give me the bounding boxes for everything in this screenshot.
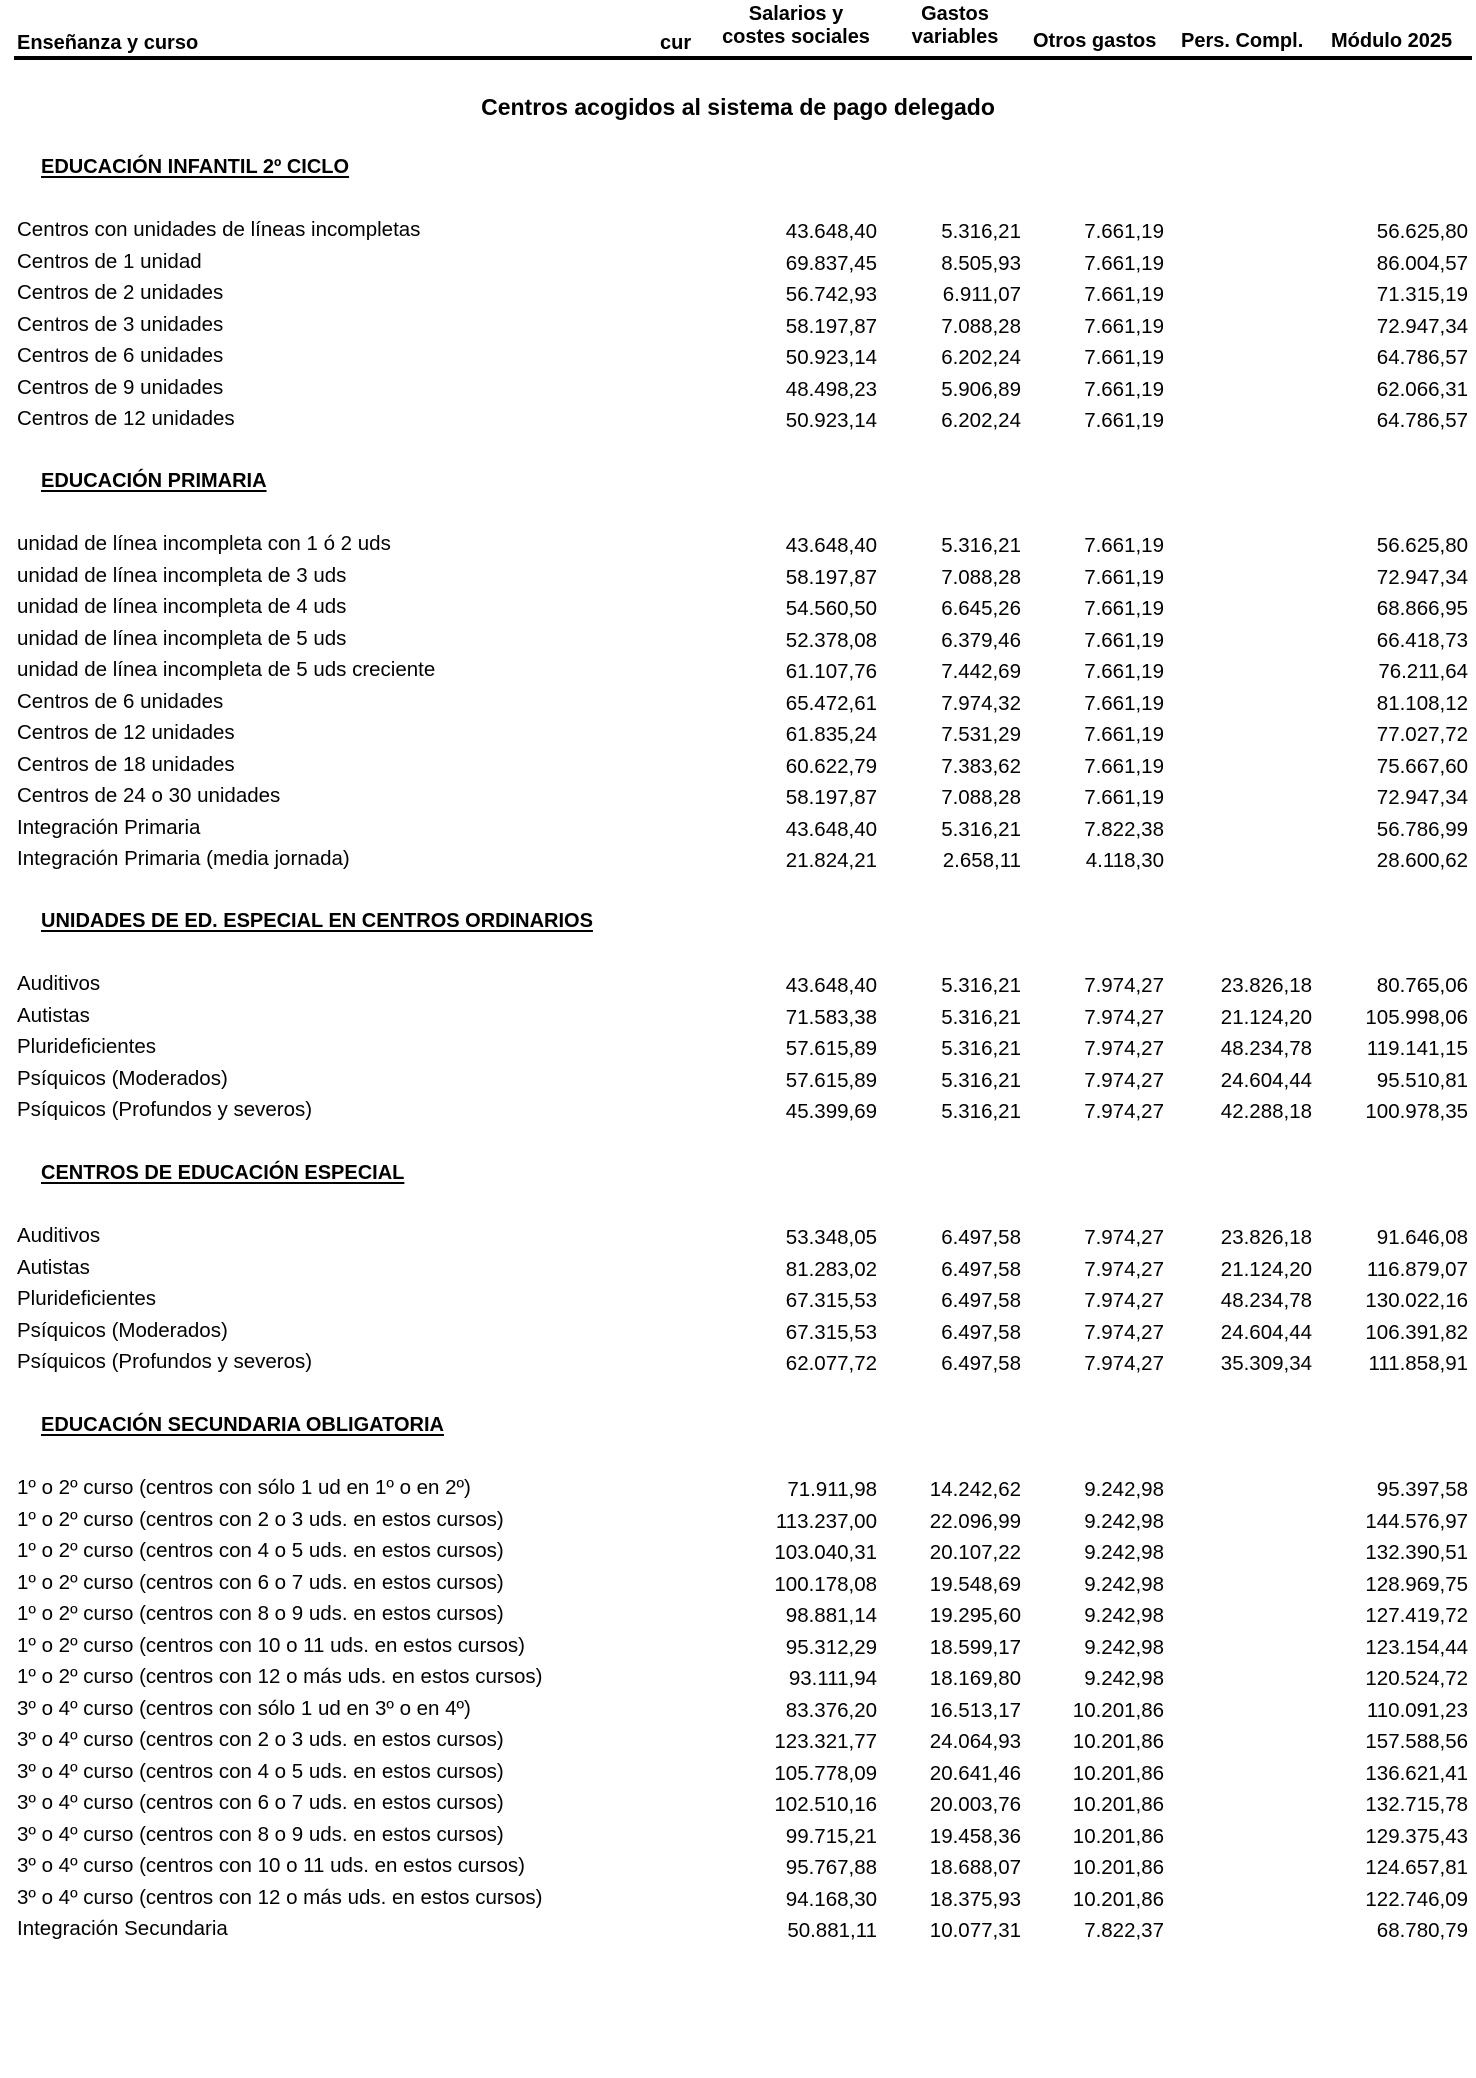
modulo-cell: 28.600,62 [1376, 849, 1468, 872]
modulo-cell: 72.947,34 [1376, 314, 1468, 338]
row-label: Centros de 18 unidades [17, 752, 235, 776]
modulo-cell: 68.866,95 [1376, 597, 1468, 620]
section-title: EDUCACIÓN SECUNDARIA OBLIGATORIA [41, 1414, 444, 1436]
row-label: Auditivos [17, 1224, 101, 1247]
salarios-cell: 58.197,87 [785, 565, 877, 589]
row-label: 1º o 2º curso (centros con 4 o 5 uds. en estos cursos) [17, 1539, 504, 1562]
gastos-cell: 6.497,58 [941, 1226, 1021, 1249]
otros-cell: 9.242,98 [1084, 1509, 1164, 1533]
modulo-cell: 124.657,81 [1365, 1856, 1468, 1879]
gastos-cell: 10.077,31 [929, 1919, 1021, 1942]
salarios-cell: 95.312,29 [785, 1635, 877, 1659]
row-label: 3º o 4º curso (centros con 12 o más uds. en estos cursos) [17, 1885, 543, 1909]
modulo-cell: 80.765,06 [1376, 974, 1468, 997]
row-label: unidad de línea incompleta de 5 uds [17, 626, 347, 650]
modulo-cell: 64.786,57 [1376, 346, 1468, 369]
modulo-cell: 132.715,78 [1365, 1793, 1468, 1816]
modulo-cell: 86.004,57 [1376, 251, 1468, 275]
gastos-cell: 6.645,26 [941, 597, 1021, 620]
modulo-cell: 81.108,12 [1376, 691, 1468, 715]
modulo-cell: 95.510,81 [1376, 1068, 1468, 1092]
salarios-cell: 61.835,24 [785, 723, 877, 746]
gastos-cell: 7.088,28 [941, 786, 1021, 809]
otros-cell: 7.974,27 [1084, 1068, 1164, 1092]
row-label: Plurideficientes [17, 1035, 157, 1058]
modulo-cell: 71.315,19 [1376, 283, 1468, 306]
modulo-cell: 91.646,08 [1376, 1226, 1468, 1249]
salarios-cell: 50.923,14 [785, 409, 877, 432]
modulo-cell: 120.524,72 [1365, 1667, 1468, 1690]
row-label: Centros de 9 unidades [17, 375, 224, 399]
otros-cell: 9.242,98 [1084, 1478, 1164, 1501]
gastos-cell: 14.242,62 [929, 1478, 1021, 1501]
table-row [0, 690, 1476, 722]
salarios-cell: 43.648,40 [785, 220, 877, 243]
row-label: 3º o 4º curso (centros con 4 o 5 uds. en estos cursos) [17, 1759, 504, 1783]
modulo-cell: 130.022,16 [1365, 1289, 1468, 1312]
otros-cell: 7.661,19 [1084, 660, 1164, 683]
modulo-cell: 144.576,97 [1365, 1509, 1468, 1533]
gastos-cell: 20.003,76 [929, 1793, 1021, 1816]
salarios-cell: 100.178,08 [774, 1572, 877, 1596]
modulo-cell: 119.141,15 [1366, 1037, 1468, 1060]
salarios-cell: 48.498,23 [785, 377, 877, 401]
modulo-cell: 95.397,58 [1376, 1478, 1468, 1501]
salarios-cell: 105.778,09 [774, 1761, 877, 1785]
table-row [0, 784, 1476, 816]
salarios-cell: 61.107,76 [785, 660, 877, 683]
salarios-cell: 113.237,00 [775, 1509, 877, 1533]
gastos-cell: 5.316,21 [941, 1037, 1021, 1060]
table-row [0, 816, 1476, 848]
table-row [0, 1067, 1476, 1099]
row-label: 1º o 2º curso (centros con 12 o más uds. en estos cursos) [17, 1665, 543, 1688]
header-col-gastos-line1: Gastos [921, 3, 989, 25]
table-row [0, 847, 1476, 879]
gastos-cell: 2.658,11 [942, 849, 1021, 872]
salarios-cell: 94.168,30 [785, 1887, 877, 1911]
gastos-cell: 5.316,21 [941, 1005, 1021, 1029]
modulo-cell: 56.625,80 [1376, 220, 1468, 243]
otros-cell: 7.661,19 [1084, 534, 1164, 557]
pers-cell: 48.234,78 [1220, 1037, 1312, 1060]
table-row [0, 721, 1476, 753]
gastos-cell: 5.316,21 [941, 974, 1021, 997]
otros-cell: 9.242,98 [1084, 1604, 1164, 1627]
salarios-cell: 57.615,89 [785, 1068, 877, 1092]
gastos-cell: 7.531,29 [941, 723, 1021, 746]
header-col-gastos [903, 3, 1007, 49]
row-label: Centros de 24 o 30 unidades [17, 784, 281, 807]
salarios-cell: 103.040,31 [774, 1541, 877, 1564]
gastos-cell: 7.442,69 [941, 660, 1021, 683]
modulo-cell: 128.969,75 [1365, 1572, 1468, 1596]
modulo-cell: 76.211,64 [1378, 660, 1468, 683]
salarios-cell: 58.197,87 [785, 314, 877, 338]
row-label: Centros de 6 unidades [17, 344, 224, 367]
gastos-cell: 5.316,21 [941, 1068, 1021, 1092]
row-label: Integración Primaria (media jornada) [17, 847, 350, 870]
otros-cell: 7.974,27 [1084, 1289, 1164, 1312]
salarios-cell: 43.648,40 [785, 817, 877, 841]
table-row [0, 344, 1476, 376]
modulo-cell: 136.621,41 [1365, 1761, 1468, 1785]
header-col-label: Enseñanza y curso [17, 32, 199, 54]
gastos-cell: 7.383,62 [941, 754, 1021, 778]
salarios-cell: 57.615,89 [785, 1037, 877, 1060]
row-label: 1º o 2º curso (centros con sólo 1 ud en 1º o en 2º) [17, 1476, 471, 1499]
salarios-cell: 58.197,87 [785, 786, 877, 809]
gastos-cell: 6.379,46 [941, 628, 1021, 652]
modulo-cell: 77.027,72 [1376, 723, 1468, 746]
otros-cell: 7.974,27 [1084, 1226, 1164, 1249]
salarios-cell: 52.378,08 [785, 628, 877, 652]
salarios-cell: 60.622,79 [785, 754, 877, 778]
row-label: Centros de 6 unidades [17, 689, 224, 713]
modulo-cell: 56.786,99 [1376, 817, 1468, 841]
modulo-cell: 157.588,56 [1365, 1730, 1468, 1753]
row-label: Centros de 1 unidad [17, 249, 202, 273]
gastos-cell: 6.497,58 [941, 1257, 1021, 1281]
otros-cell: 10.201,86 [1072, 1887, 1164, 1911]
row-label: unidad de línea incompleta con 1 ó 2 uds [17, 532, 391, 555]
header-divider [14, 56, 1472, 60]
otros-cell: 4.118,30 [1085, 849, 1164, 872]
gastos-cell: 5.316,21 [941, 534, 1021, 557]
table-row [0, 281, 1476, 313]
salarios-cell: 71.911,98 [787, 1478, 877, 1501]
otros-cell: 10.201,86 [1072, 1698, 1164, 1722]
table-row [0, 753, 1476, 785]
otros-cell: 9.242,98 [1084, 1572, 1164, 1596]
salarios-cell: 21.824,21 [785, 849, 877, 872]
row-label: unidad de línea incompleta de 5 uds creciente [17, 658, 436, 681]
table-row [0, 1917, 1476, 1949]
modulo-cell: 106.391,82 [1365, 1320, 1468, 1344]
row-label: Integración Primaria [17, 815, 201, 839]
table-row [0, 1728, 1476, 1760]
table-row [0, 1287, 1476, 1319]
otros-cell: 7.661,19 [1084, 314, 1164, 338]
table-row [0, 1224, 1476, 1256]
modulo-cell: 72.947,34 [1376, 565, 1468, 589]
gastos-cell: 6.497,58 [941, 1289, 1021, 1312]
row-label: 1º o 2º curso (centros con 8 o 9 uds. en estos cursos) [17, 1602, 504, 1625]
gastos-cell: 6.497,58 [941, 1352, 1021, 1375]
row-label: 3º o 4º curso (centros con 2 o 3 uds. en estos cursos) [17, 1728, 504, 1751]
gastos-cell: 18.599,17 [929, 1635, 1021, 1659]
table-row [0, 627, 1476, 659]
table-row [0, 1760, 1476, 1792]
otros-cell: 7.661,19 [1084, 723, 1164, 746]
salarios-cell: 45.399,69 [785, 1100, 877, 1123]
salarios-cell: 67.315,53 [785, 1320, 877, 1344]
gastos-cell: 5.316,21 [941, 1100, 1021, 1123]
salarios-cell: 50.881,11 [787, 1919, 877, 1942]
row-label: 1º o 2º curso (centros con 2 o 3 uds. en estos cursos) [17, 1507, 504, 1531]
row-label: Centros de 2 unidades [17, 281, 224, 304]
header-col-cur: cur [660, 32, 692, 54]
salarios-cell: 43.648,40 [785, 534, 877, 557]
modulo-cell: 123.154,44 [1365, 1635, 1468, 1659]
gastos-cell: 20.641,46 [929, 1761, 1021, 1785]
table-row [0, 407, 1476, 439]
table-row [0, 1256, 1476, 1288]
gastos-cell: 18.169,80 [929, 1667, 1021, 1690]
table-row [0, 218, 1476, 250]
otros-cell: 7.661,19 [1084, 628, 1164, 652]
otros-cell: 7.661,19 [1084, 597, 1164, 620]
header-col-salarios [712, 3, 880, 49]
otros-cell: 7.974,27 [1084, 1320, 1164, 1344]
salarios-cell: 67.315,53 [785, 1289, 877, 1312]
pers-cell: 21.124,20 [1220, 1005, 1312, 1029]
header-col-otros: Otros gastos [1033, 30, 1157, 52]
gastos-cell: 19.548,69 [929, 1572, 1021, 1596]
table-row [0, 1035, 1476, 1067]
modulo-cell: 72.947,34 [1376, 786, 1468, 809]
row-label: 1º o 2º curso (centros con 6 o 7 uds. en estos cursos) [17, 1570, 504, 1594]
table-row [0, 1571, 1476, 1603]
otros-cell: 7.974,27 [1084, 974, 1164, 997]
row-label: unidad de línea incompleta de 3 uds [17, 563, 347, 587]
salarios-cell: 65.472,61 [785, 691, 877, 715]
salarios-cell: 123.321,77 [774, 1730, 877, 1753]
table-row [0, 1791, 1476, 1823]
otros-cell: 10.201,86 [1072, 1761, 1164, 1785]
gastos-cell: 8.505,93 [941, 251, 1021, 275]
modulo-cell: 66.418,73 [1376, 628, 1468, 652]
modulo-cell: 105.998,06 [1365, 1005, 1468, 1029]
otros-cell: 7.661,19 [1084, 346, 1164, 369]
otros-cell: 7.661,19 [1084, 565, 1164, 589]
modulo-cell: 68.780,79 [1376, 1919, 1468, 1942]
gastos-cell: 22.096,99 [929, 1509, 1021, 1533]
modulo-cell: 75.667,60 [1376, 754, 1468, 778]
otros-cell: 10.201,86 [1072, 1793, 1164, 1816]
header-col-gastos-line2: variables [911, 26, 999, 48]
table-row [0, 1634, 1476, 1666]
row-label: 3º o 4º curso (centros con 6 o 7 uds. en estos cursos) [17, 1791, 504, 1814]
salarios-cell: 95.767,88 [785, 1856, 877, 1879]
header-col-pers: Pers. Compl. [1181, 30, 1304, 52]
pers-cell: 24.604,44 [1220, 1068, 1312, 1092]
gastos-cell: 7.974,32 [941, 691, 1021, 715]
salarios-cell: 53.348,05 [785, 1226, 877, 1249]
row-label: Autistas [17, 1003, 90, 1027]
table-row [0, 1476, 1476, 1508]
otros-cell: 7.974,27 [1084, 1037, 1164, 1060]
salarios-cell: 50.923,14 [785, 346, 877, 369]
pers-cell: 48.234,78 [1220, 1289, 1312, 1312]
header-col-salarios-line1: Salarios y [748, 3, 844, 25]
gastos-cell: 18.688,07 [929, 1856, 1021, 1879]
gastos-cell: 6.202,24 [941, 346, 1021, 369]
otros-cell: 9.242,98 [1084, 1541, 1164, 1564]
modulo-cell: 100.978,35 [1365, 1100, 1468, 1123]
salarios-cell: 62.077,72 [785, 1352, 877, 1375]
row-label: 3º o 4º curso (centros con sólo 1 ud en 3º o en 4º) [17, 1696, 471, 1720]
otros-cell: 10.201,86 [1072, 1730, 1164, 1753]
gastos-cell: 18.375,93 [929, 1887, 1021, 1911]
section-title: UNIDADES DE ED. ESPECIAL EN CENTROS ORDINARIOS [41, 910, 593, 932]
row-label: Psíquicos (Profundos y severos) [17, 1350, 313, 1373]
otros-cell: 7.661,19 [1084, 754, 1164, 778]
table-row [0, 1098, 1476, 1130]
modulo-cell: 111.858,91 [1368, 1352, 1468, 1375]
row-label: Centros de 12 unidades [17, 721, 235, 744]
row-label: Plurideficientes [17, 1287, 157, 1310]
otros-cell: 7.661,19 [1084, 251, 1164, 275]
otros-cell: 7.661,19 [1084, 220, 1164, 243]
modulo-cell: 122.746,09 [1365, 1887, 1468, 1911]
otros-cell: 7.974,27 [1084, 1352, 1164, 1375]
salarios-cell: 83.376,20 [785, 1698, 877, 1722]
salarios-cell: 56.742,93 [785, 283, 877, 306]
gastos-cell: 16.513,17 [929, 1698, 1021, 1722]
table-row [0, 972, 1476, 1004]
table-row [0, 532, 1476, 564]
gastos-cell: 20.107,22 [929, 1541, 1021, 1564]
pers-cell: 23.826,18 [1220, 974, 1312, 997]
header-col-salarios-line2: costes sociales [722, 26, 870, 48]
gastos-cell: 7.088,28 [941, 565, 1021, 589]
row-label: Centros de 12 unidades [17, 407, 235, 430]
row-label: Integración Secundaria [17, 1917, 228, 1940]
section-title: EDUCACIÓN INFANTIL 2º CICLO [41, 156, 350, 178]
row-label: Auditivos [17, 972, 101, 995]
salarios-cell: 99.715,21 [785, 1824, 877, 1848]
modulo-cell: 132.390,51 [1365, 1541, 1468, 1564]
table-row [0, 1004, 1476, 1036]
otros-cell: 10.201,86 [1072, 1824, 1164, 1848]
gastos-cell: 19.295,60 [929, 1604, 1021, 1627]
section-title: CENTROS DE EDUCACIÓN ESPECIAL [41, 1162, 405, 1184]
row-label: 3º o 4º curso (centros con 8 o 9 uds. en estos cursos) [17, 1822, 504, 1846]
row-label: 1º o 2º curso (centros con 10 o 11 uds. en estos cursos) [17, 1633, 525, 1657]
table-row [0, 1823, 1476, 1855]
table-row [0, 1319, 1476, 1351]
table-row [0, 658, 1476, 690]
otros-cell: 7.974,27 [1084, 1100, 1164, 1123]
table-row [0, 376, 1476, 408]
otros-cell: 7.822,38 [1084, 817, 1164, 841]
modulo-cell: 129.375,43 [1365, 1824, 1468, 1848]
salarios-cell: 54.560,50 [785, 597, 877, 620]
table-row [0, 1350, 1476, 1382]
row-label: Psíquicos (Profundos y severos) [17, 1098, 313, 1121]
table-row [0, 1854, 1476, 1886]
gastos-cell: 5.316,21 [941, 220, 1021, 243]
modulo-cell: 110.091,23 [1366, 1698, 1468, 1722]
pers-cell: 24.604,44 [1220, 1320, 1312, 1344]
pers-cell: 23.826,18 [1220, 1226, 1312, 1249]
salarios-cell: 43.648,40 [785, 974, 877, 997]
gastos-cell: 6.497,58 [941, 1320, 1021, 1344]
table-row [0, 595, 1476, 627]
modulo-cell: 62.066,31 [1376, 377, 1468, 401]
otros-cell: 7.974,27 [1084, 1257, 1164, 1281]
gastos-cell: 6.911,07 [942, 283, 1021, 306]
row-label: unidad de línea incompleta de 4 uds [17, 595, 347, 618]
row-label: Centros de 3 unidades [17, 312, 224, 336]
modulo-cell: 116.879,07 [1366, 1257, 1468, 1281]
row-label: Psíquicos (Moderados) [17, 1066, 228, 1090]
table-row [0, 250, 1476, 282]
otros-cell: 10.201,86 [1072, 1856, 1164, 1879]
gastos-cell: 6.202,24 [941, 409, 1021, 432]
row-label: 3º o 4º curso (centros con 10 o 11 uds. en estos cursos) [17, 1854, 525, 1877]
gastos-cell: 5.906,89 [941, 377, 1021, 401]
pers-cell: 21.124,20 [1220, 1257, 1312, 1281]
header-col-modulo: Módulo 2025 [1331, 30, 1453, 52]
salarios-cell: 81.283,02 [785, 1257, 877, 1281]
otros-cell: 9.242,98 [1084, 1667, 1164, 1690]
gastos-cell: 7.088,28 [941, 314, 1021, 338]
section-title: EDUCACIÓN PRIMARIA [41, 470, 267, 492]
salarios-cell: 71.583,38 [785, 1005, 877, 1029]
otros-cell: 7.661,19 [1084, 283, 1164, 306]
table-row [0, 1665, 1476, 1697]
gastos-cell: 19.458,36 [929, 1824, 1021, 1848]
gastos-cell: 24.064,93 [929, 1730, 1021, 1753]
otros-cell: 7.661,19 [1084, 409, 1164, 432]
table-row [0, 564, 1476, 596]
table-row [0, 1697, 1476, 1729]
salarios-cell: 98.881,14 [785, 1604, 877, 1627]
pers-cell: 42.288,18 [1220, 1100, 1312, 1123]
otros-cell: 7.661,19 [1084, 786, 1164, 809]
otros-cell: 9.242,98 [1084, 1635, 1164, 1659]
otros-cell: 7.822,37 [1084, 1919, 1164, 1942]
table-row [0, 1539, 1476, 1571]
table-row [0, 1886, 1476, 1918]
row-label: Autistas [17, 1255, 90, 1279]
table-row [0, 1602, 1476, 1634]
row-label: Psíquicos (Moderados) [17, 1318, 228, 1342]
modulo-cell: 64.786,57 [1376, 409, 1468, 432]
pers-cell: 35.309,34 [1220, 1352, 1312, 1375]
table-row [0, 1508, 1476, 1540]
modulo-cell: 56.625,80 [1376, 534, 1468, 557]
page-subtitle: Centros acogidos al sistema de pago delegado [481, 94, 995, 120]
otros-cell: 7.661,19 [1084, 691, 1164, 715]
otros-cell: 7.974,27 [1084, 1005, 1164, 1029]
row-label: Centros con unidades de líneas incompletas [17, 218, 421, 241]
salarios-cell: 102.510,16 [774, 1793, 877, 1816]
gastos-cell: 5.316,21 [941, 817, 1021, 841]
salarios-cell: 69.837,45 [785, 251, 877, 275]
salarios-cell: 93.111,94 [788, 1667, 877, 1690]
table-row [0, 313, 1476, 345]
otros-cell: 7.661,19 [1084, 377, 1164, 401]
modulo-cell: 127.419,72 [1365, 1604, 1468, 1627]
